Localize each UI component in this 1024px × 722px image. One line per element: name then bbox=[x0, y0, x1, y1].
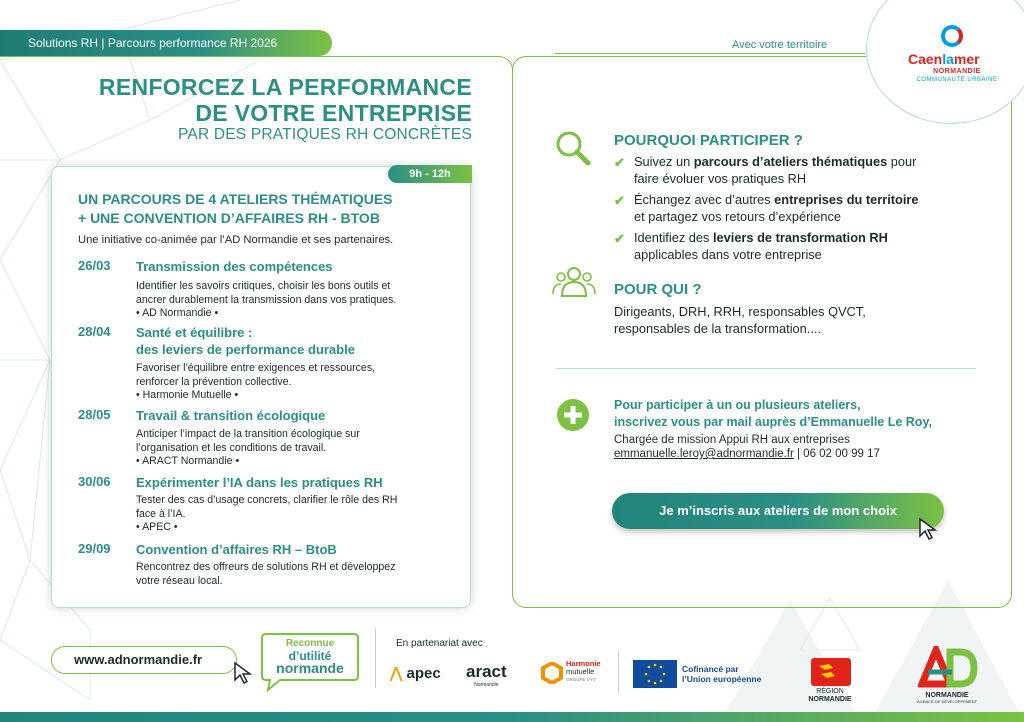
contact-phone: | 06 02 00 99 17 bbox=[793, 448, 880, 460]
event-name: Expérimenter l’IA dans les pratiques RH bbox=[136, 475, 383, 490]
event-description: Tester des cas d’usage concrets, clarifier le rôle des RH face à l’IA. • APEC • bbox=[136, 494, 398, 533]
left-frame-top bbox=[0, 56, 496, 57]
section-divider bbox=[556, 368, 976, 369]
ad-normandie-text: NORMANDIE AGENCE DE DÉVELOPPEMENT bbox=[916, 692, 978, 704]
cursor-icon bbox=[232, 660, 256, 686]
bottom-bar bbox=[0, 712, 1024, 722]
header-pill: Solutions RH | Parcours performance RH 2026 bbox=[0, 30, 332, 56]
plus-icon bbox=[556, 398, 590, 432]
partners-label: En partenariat avec bbox=[396, 638, 483, 649]
who-heading: POUR QUI ? bbox=[614, 281, 702, 298]
caen-logo-subtitle: NORMANDIE COMMUNAUTÉ URBAINE bbox=[916, 68, 998, 83]
contact-role: Chargée de mission Appui RH aux entreprises bbox=[614, 434, 850, 446]
event-date: 26/03 bbox=[78, 258, 111, 273]
contact-details bbox=[614, 448, 880, 460]
time-badge: 9h - 12h bbox=[388, 165, 472, 183]
caen-logo-text: Caenlamer bbox=[908, 51, 980, 67]
caen-logo-icon bbox=[941, 25, 963, 47]
check-icon: ✔ bbox=[614, 231, 625, 246]
region-normandie-logo bbox=[811, 658, 851, 686]
territory-label: Avec votre territoire bbox=[732, 39, 828, 51]
event-date: 29/09 bbox=[78, 541, 111, 556]
event-description: Favoriser l’équilibre entre exigences et ressources, renforcer la prévention collective. • Harmonie Mutuelle • bbox=[136, 362, 376, 401]
aract-logo: aract Normandie bbox=[466, 662, 507, 688]
event-name: Convention d’affaires RH – BtoB bbox=[136, 542, 337, 557]
why-heading: POURQUOI PARTICIPER ? bbox=[614, 132, 803, 149]
event-date: 28/04 bbox=[78, 324, 111, 339]
contact-email-link[interactable]: emmanuelle.leroy@adnormandie.fr bbox=[614, 448, 794, 460]
region-normandie-text: RÉGION NORMANDIE bbox=[808, 688, 852, 703]
users-icon bbox=[552, 262, 596, 302]
event-description: Anticiper l’impact de la transition écologique sur l’organisation et les conditions de travail. • ARACT Normandie • bbox=[136, 428, 360, 467]
event-description: Rencontrez des offreurs de solutions RH et développez votre réseau local. bbox=[136, 561, 396, 587]
left-frame-corner bbox=[495, 56, 513, 216]
footer-separator bbox=[375, 628, 376, 688]
contact-heading: Pour participer à un ou plusieurs ateliers, inscrivez vous par mail auprès d’Emmanuelle Le Roy, bbox=[614, 398, 932, 429]
event-description: Identifier les savoirs critiques, choisir les bons outils et ancrer durablement la transmission dans vos pratiques. • AD Normandie • bbox=[136, 280, 397, 319]
ad-normandie-logo bbox=[918, 646, 978, 688]
program-heading: UN PARCOURS DE 4 ATELIERS THÉMATIQUES + UNE CONVENTION D’AFFAIRES RH - BTOB bbox=[78, 191, 393, 226]
utility-badge: Reconnue d’utilité normande bbox=[260, 630, 360, 690]
search-icon bbox=[552, 128, 592, 168]
who-text: Dirigeants, DRH, RRH, responsables QVCT, responsables de la transformation.... bbox=[614, 304, 866, 336]
event-name: Santé et équilibre : des leviers de performance durable bbox=[136, 325, 355, 357]
page-subtitle: PAR DES PRATIQUES RH CONCRÈTES bbox=[178, 126, 472, 143]
territory-underline bbox=[555, 53, 865, 54]
harmonie-mark-icon bbox=[541, 662, 563, 684]
register-button[interactable]: Je m’inscris aux ateliers de mon choix bbox=[612, 493, 944, 529]
check-icon: ✔ bbox=[614, 193, 625, 208]
cursor-icon bbox=[917, 516, 943, 542]
event-date: 30/06 bbox=[78, 474, 111, 489]
check-icon: ✔ bbox=[614, 155, 625, 170]
event-name: Travail & transition écologique bbox=[136, 408, 326, 423]
eu-funding-text: Cofinancé par l’Union européenne bbox=[682, 664, 762, 684]
page-title: RENFORCEZ LA PERFORMANCE DE VOTRE ENTREPRISE bbox=[98, 74, 472, 126]
event-name: Transmission des compétences bbox=[136, 259, 333, 274]
apec-logo: ⋀ apec bbox=[390, 665, 441, 682]
event-date: 28/05 bbox=[78, 407, 111, 422]
website-link[interactable]: www.adnormandie.fr bbox=[51, 646, 237, 674]
program-subtitle: Une initiative co-animée par l’AD Normandie et ses partenaires. bbox=[78, 234, 394, 246]
eu-flag bbox=[633, 660, 677, 688]
footer-separator bbox=[618, 652, 619, 692]
